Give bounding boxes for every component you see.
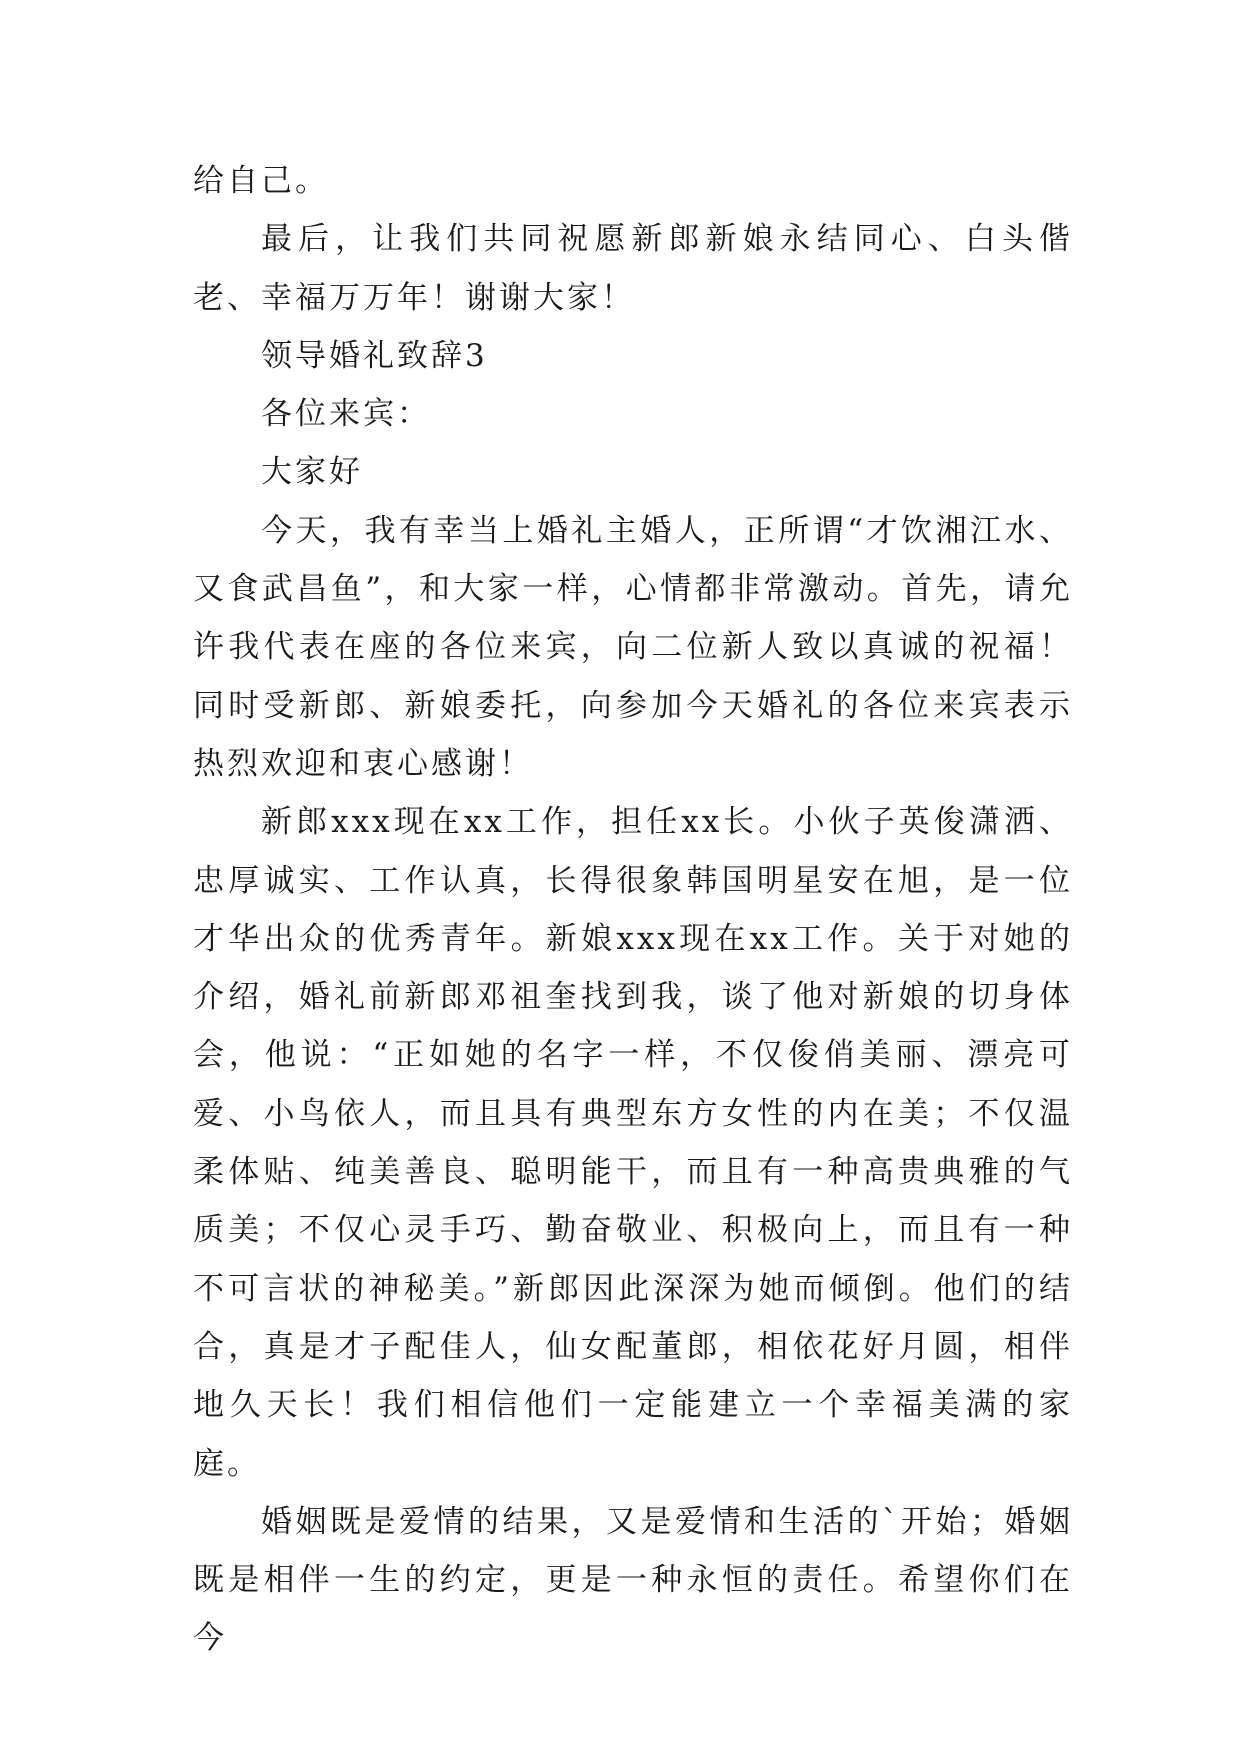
paragraph-marriage-reflection: 婚姻既是爱情的结果，又是爱情和生活的`开始；婚姻既是相伴一生的约定，更是一种永恒的责任。希望你们在今 <box>193 1503 1073 1657</box>
paragraph-final-blessing: 最后，让我们共同祝愿新郎新娘永结同心、白头偕老、幸福万万年！谢谢大家！ <box>193 221 1073 316</box>
paragraph-salutation: 各位来宾： <box>261 396 431 433</box>
paragraph-opening: 今天，我有幸当上婚礼主婚人，正所谓“才饮湘江水、又食武昌鱼”，和大家一样，心情都非常激动。首先，请允许我代表在座的各位来宾，向二位新人致以真诚的祝福！同时受新郎、新娘委托，向参加今天婚礼的各位来宾表示热烈欢迎和衷心感谢！ <box>193 512 1073 782</box>
paragraph-closing-fragment: 给自己。 <box>193 163 329 199</box>
section-heading: 领导婚礼致辞3 <box>261 337 488 374</box>
document-body <box>193 152 1073 1668</box>
paragraph-couple-introduction: 新郎xxx现在xx工作，担任xx长。小伙子英俊潇洒、忠厚诚实、工作认真，长得很象韩国明星安在旭，是一位才华出众的优秀青年。新娘xxx现在xx工作。关于对她的介绍，婚礼前新郎邓祖奎找到我，谈了他对新娘的切身体会，他说：“正如她的名字一样，不仅俊俏美丽、漂亮可爱、小鸟依人，而且具有典型东方女性的内在美；不仅温柔体贴、纯美善良、聪明能干，而且有一种高贵典雅的气质美；不仅心灵手巧、勤奋敬业、积极向上，而且有一种不可言状的神秘美。”新郎因此深深为她而倾倒。他们的结合，真是才子配佳人，仙女配董郎，相依花好月圆，相伴地久天长！我们相信他们一定能建立一个幸福美满的家庭。 <box>193 804 1073 1482</box>
paragraph-greeting: 大家好 <box>261 454 363 491</box>
